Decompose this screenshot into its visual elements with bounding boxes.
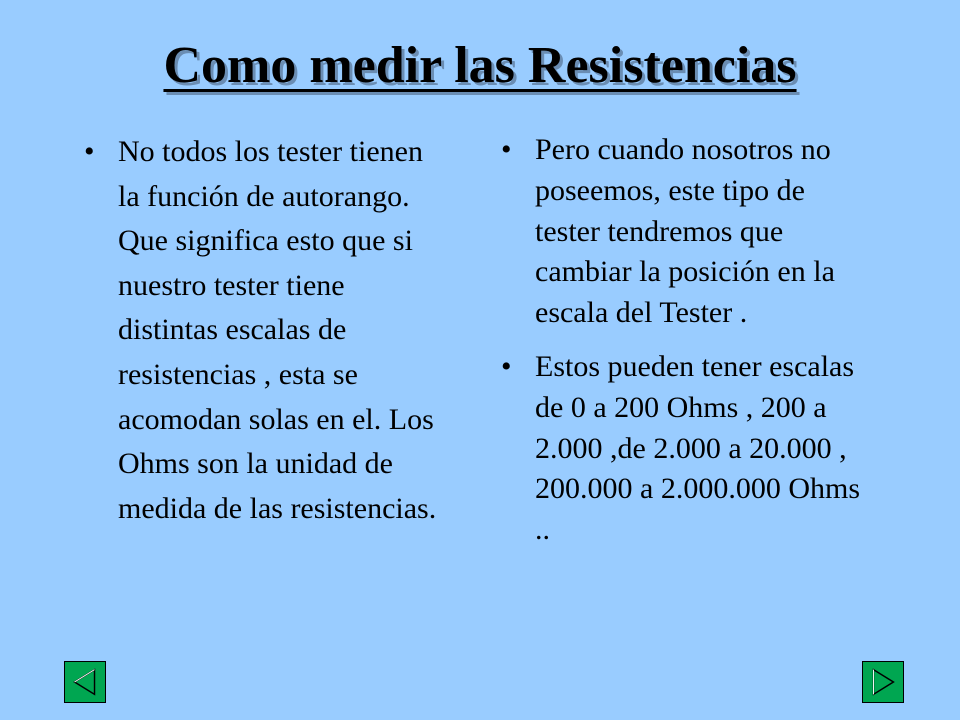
triangle-left-icon [65,662,105,702]
bullet-icon: • [84,135,95,168]
previous-slide-button[interactable] [64,661,106,703]
list-item [497,347,877,551]
bullet-text: No todos los tester tienen la función de autorango. Que significa esto que si nuestro tester tiene distintas escalas de resistencias , esta se acomodan solas en el. Los Ohms son la unidad de medida de las resistencias. [118,135,437,525]
list-item [80,130,450,531]
slide-title: Como medir las Resistencias [163,37,797,94]
bullet-icon: • [501,349,512,383]
right-column [497,130,877,551]
left-column [80,130,450,531]
bullet-text: Pero cuando nosotros no poseemos, este tipo de tester tendremos que cambiar la posición en la escala del Tester . [535,133,835,330]
bullet-text: Estos pueden tener escalas de 0 a 200 Ohms , 200 a 2.000 ,de 2.000 a 20.000 , 200.000 a 2.000.000 Ohms .. [535,349,860,547]
next-slide-button[interactable] [862,661,904,703]
list-item [497,130,877,334]
bullet-icon: • [501,133,512,166]
triangle-right-icon [863,662,903,702]
